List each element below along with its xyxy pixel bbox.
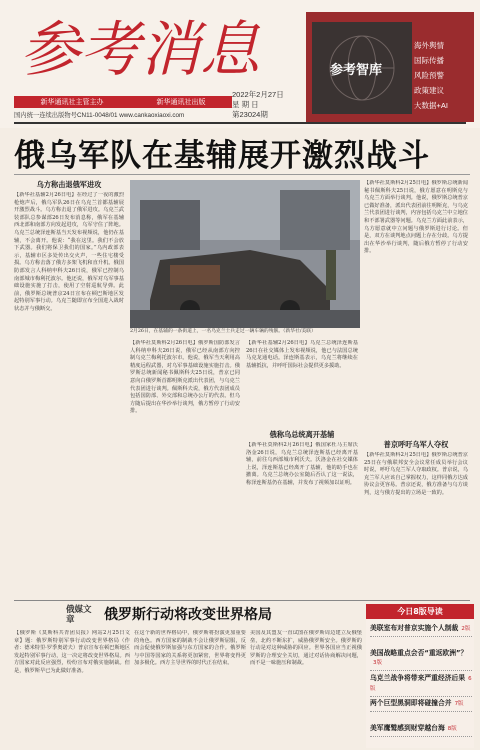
promo-item: 风险预警 [414, 71, 444, 80]
article-subhead: 乌方称击退俄军进攻 [36, 180, 102, 189]
article-text: 【新华社莫斯科2月26日电】俄罗斯国防部发言人科纳申科夫26日说，俄军已经从南部方向控制乌克兰梅利托波尔市。他说，俄军当天利用高精度远程武器，对乌军事基础设施实施打击。俄罗斯总统新闻秘书佩斯科夫25日说，普京已同意向白俄罗斯首都明斯克派出代表团，与乌克兰代表团进行谈判。佩斯科夫说，俄方代表团成员包括国防部、外交部和总统办公厅的代表。但乌方随后提出在华沙举行谈判，俄方暂停了行动安排。 [130, 340, 240, 415]
news-photo [130, 180, 360, 328]
guide-item[interactable] [370, 699, 472, 712]
guide-item[interactable] [370, 674, 472, 697]
guide-item-page: 6版 [370, 676, 472, 692]
guide-item-page: 2版 [461, 626, 471, 632]
burnt-vehicle-photo [130, 180, 360, 328]
article-subhead: 俄称乌总统离开基辅 [269, 430, 335, 439]
opinion-title: 俄罗斯行动将改变世界格局 [104, 607, 272, 623]
guide-item-page: 3版 [373, 660, 382, 666]
guide-item-page: 8版 [447, 726, 457, 732]
promo-panel [312, 22, 412, 114]
newspaper-logo [20, 12, 300, 78]
publisher-strip [14, 96, 232, 108]
logo-text: 参考消息 [20, 15, 260, 78]
promo-item: 海外舆情 [414, 41, 444, 50]
article-text: 【新华社莫斯科2月25日电】俄罗斯总统普京25日在与俄联邦安全会议常任成员举行会议时说，呼吁乌克兰军人夺取政权。普京说，乌克兰军人应该自己掌握权力，这样同俄方达成协议会更容易。普京还说，俄方准备与乌方谈判，这与俄方提出的立场是一致的。 [364, 452, 468, 496]
photo-caption: 2月26日，在基辅的一条街道上，一名乌克兰士兵走过一辆车辆的残骸。（新华社/美联） [130, 329, 316, 334]
article-text: 【新华社莫斯科2月26日电】俄国家杜马主席沃洛金26日说，乌克兰总统泽连斯基已经离开基辅，前往乌西部城市利沃夫。沃洛金在社交媒体上说，泽连斯基已经离开了基辅，他的助手也在撤离。乌克兰总统办公室随后否认了这一说法，称泽连斯基仍在基辅，并发布了视频加以证明。 [246, 442, 358, 486]
guide-item-title: 美国战略重点会否“重返欧洲”？ [370, 649, 468, 657]
masthead-rule [14, 122, 466, 124]
guide-item-title: 两个巨型黑洞即将碰撞合并 [370, 699, 452, 707]
promo-item: 大数据+AI [414, 101, 448, 110]
promo-title: 参考智库 [330, 62, 383, 77]
article-text: 【新华社基辅2月26日电】在经过了一夜的激烈枪炮声后，俄乌军队26日在乌克兰首都基辅展开激烈战斗。乌方称击退了俄军进攻。乌克兰武装部队总参谋部26日发布消息称，俄军在基辅西北部和南部方向发起进攻，乌军守住了阵地。乌克兰总统泽连斯基当天发布视频说，他仍在基辅，不会离开。他说：“我在这里。我们不会放下武器。我们将保卫我们的国家。”乌内政部表示，基辅市区多处传出交火声，一些住宅楼受损。乌方称击落了俄方多架飞机和直升机。俄国防部发言人科纳申科夫26日说，俄军已控制乌南部城市梅利托波尔。他还说，俄军对乌军事基础设施实施了打击，使用了空射巡航导弹。此前，俄罗斯总统普京24日宣布在顿巴斯地区发起特别军事行动。乌克兰随即宣布全国进入战时状态并与俄断交。 [14, 192, 124, 312]
think-tank-promo [306, 12, 474, 122]
article-text: 【新华社莫斯科2月25日电】俄罗斯总统新闻秘书佩斯科夫25日说，俄方愿意在明斯克与乌克兰方面举行谈判。他说，俄罗斯总统普京已做好准备，派出代表团前往明斯克，与乌克兰代表团进行谈判，内容包括乌克兰中立地位和不部署武器等问题。乌克兰方面此前表示，乌方愿意就中立问题与俄罗斯进行讨论。但是，双方在谈判地点问题上存在分歧。乌方提出在华沙举行谈判，随后俄方暂停了行动安排。 [364, 180, 468, 255]
todays-guide [366, 604, 474, 748]
guide-item-title: 美联室布对普京实施个人制裁 [370, 624, 459, 632]
guide-item-title: 乌克兰战争将带来严重经济后果 [370, 674, 466, 682]
main-headline: 俄乌军队在基辅展开激烈战斗 [14, 138, 430, 174]
org-left: 新华通讯社主管主办 [40, 99, 104, 106]
promo-item: 政策建议 [414, 86, 444, 95]
promo-item: 国际传播 [414, 56, 444, 65]
opinion-text: 【俄罗斯《莫斯科共青团员报》网站2月25日文章】题：俄罗斯特别军事行动改变世界格局（作者：德米特里·罗季奥诺夫）普京宣布在顿巴斯地区发起特别军事行动，这一决定将改变世界格局。西方国家对此反应强烈，纷纷宣布对俄实施制裁。但是，俄罗斯早已为此做好准备。 [14, 630, 130, 674]
publication-number: 国内统一连续出版物号CN11-0048/01 www.cankaoxiaoxi.com [14, 112, 185, 119]
issue-number: 第23024期 [232, 110, 268, 119]
opinion-text: 在这个新的世界格局中，俄罗斯将扮演更加重要的角色。西方国家的制裁不会让俄罗斯屈服，反而会促使俄罗斯加强与东方国家的合作。俄罗斯与中国等国家的关系将更加紧密，世界将变得更加多极化。西方主导世界的时代正在结束。 [134, 630, 246, 667]
guide-item[interactable] [370, 724, 472, 737]
section-rule [14, 600, 470, 601]
opinion-tag: 俄媒文章 [66, 605, 92, 625]
article-subhead: 普京呼吁乌军人夺权 [383, 440, 449, 449]
guide-item-title: 美军鹰鹫感到财穿越台海 [370, 724, 445, 732]
guide-heading: 今日8版导读 [366, 604, 474, 619]
issue-date: 2022年2月27日 [232, 90, 284, 99]
headline-rule [14, 174, 470, 175]
org-right: 新华通讯社出版 [156, 99, 206, 106]
guide-item[interactable] [370, 624, 472, 637]
opinion-text: 美国及其盟友一直试图在俄罗斯周边建立反俄堡垒，北约不断东扩，威胁俄罗斯安全。俄罗斯的行动是对这种威胁的回应。世界各国应当正视俄罗斯的合理安全关切，通过对话协商解决问题，而不是一味施压和制裁。 [250, 630, 362, 667]
guide-item[interactable] [370, 649, 472, 671]
promo-list [414, 38, 472, 113]
article-text: 【新华社基辅2月26日电】乌克兰总统泽连斯基26日在社交媒体上发布视频说，他已与法国总统马克龙通电话。泽连斯基表示，乌克兰将继续在基辅抵抗，并呼吁国际社会提供更多援助。 [246, 340, 358, 369]
guide-item-page: 7版 [454, 701, 464, 707]
issue-weekday: 星 期 日 [232, 100, 259, 109]
